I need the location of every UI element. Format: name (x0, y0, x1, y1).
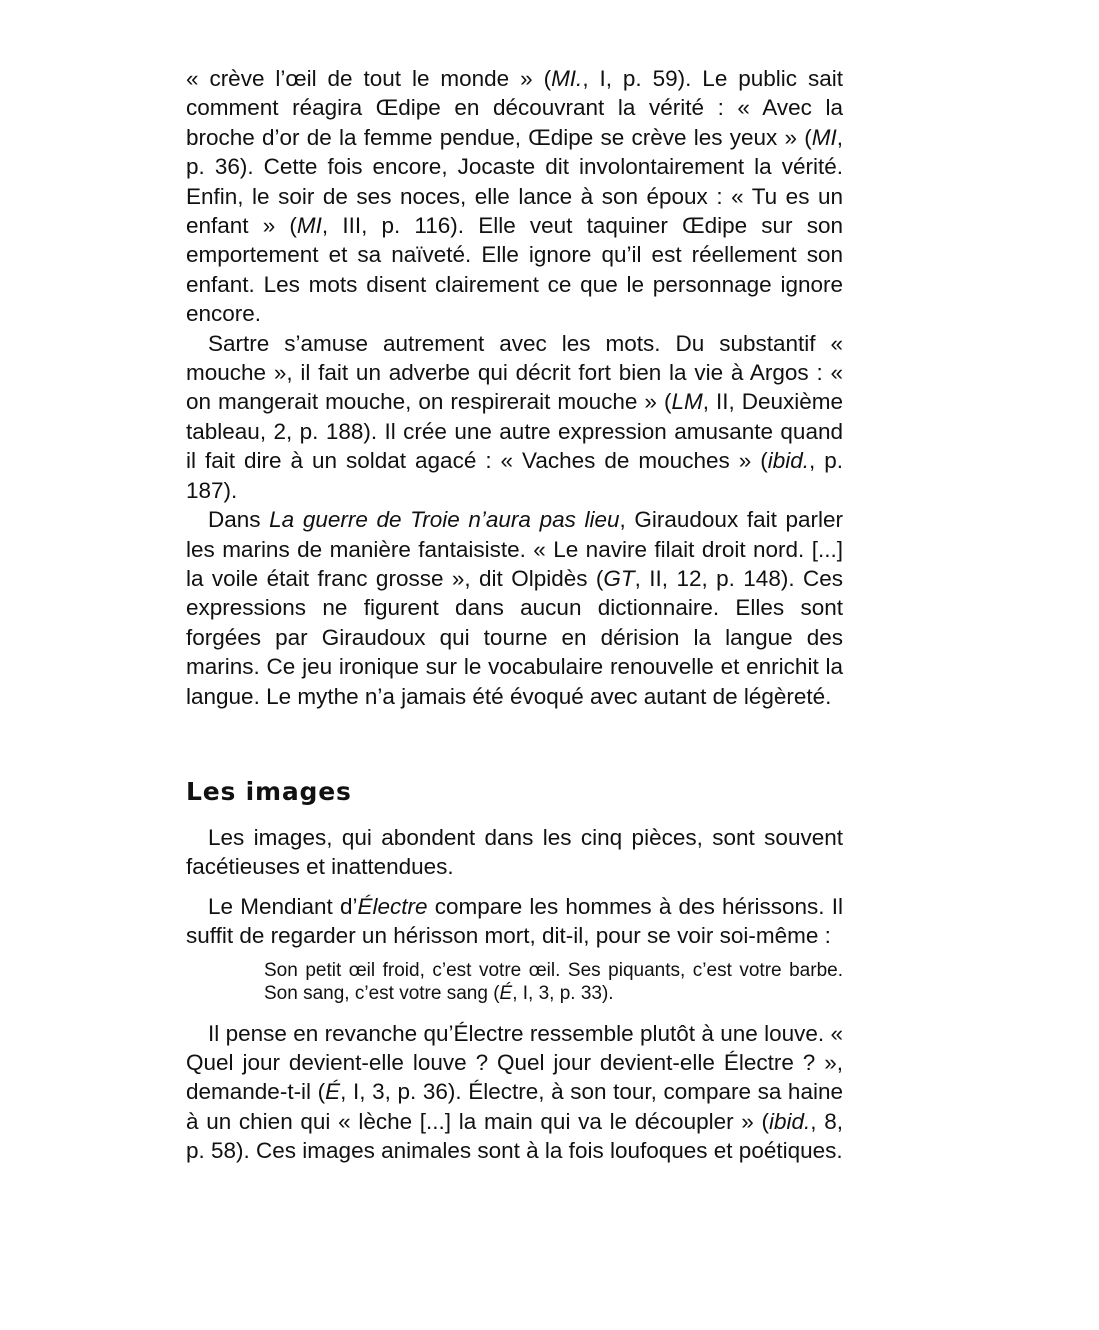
paragraph-oedipe (186, 64, 843, 329)
italic-citation: ibid. (769, 1108, 811, 1134)
italic-citation: LM (671, 389, 703, 415)
text-run: compare les hommes à des hérissons. Il suffit de regarder un hérisson mort, dit-il, pour se voir soi-même : (186, 893, 843, 949)
text-run: , III, p. 116). Elle veut taquiner Œdipe sur son emportement et sa naïveté. Elle ignore qu’il est réellement son enfant. Les mots disent clairement ce que le personnage ignore encore. (186, 213, 843, 327)
italic-citation: ibid. (767, 448, 809, 474)
paragraph-giraudoux (186, 505, 843, 711)
italic-citation: É (325, 1079, 341, 1105)
text-run: , I, 3, p. 36). Électre, à son tour, compare sa haine à un chien qui « lèche [...] la main qui va le découpler » ( (186, 1079, 843, 1134)
block-quote-herisson (264, 959, 843, 1005)
text-run: , II, Deuxième tableau, 2, p. 188). Il crée une autre expression amusante quand il fait dire à un soldat agacé : « Vaches de mouches » ( (186, 389, 843, 474)
text-run: Son petit œil froid, c’est votre œil. Ses piquants, c’est votre barbe. Son sang, c’est votre sang ( (264, 959, 843, 1004)
italic-citation: É (499, 982, 513, 1004)
text-run: Il pense en revanche qu’Électre ressemble plutôt à une louve. « Quel jour devient-elle louve ? Quel jour devient-elle Électre ? », demande-t-il ( (186, 1020, 843, 1105)
italic-citation: MI (811, 124, 837, 150)
italic-citation: MI (296, 213, 322, 239)
italic-citation: Électre (357, 893, 428, 919)
paragraph-louve (186, 1019, 843, 1166)
text-run: Dans (208, 507, 270, 533)
text-run: , p. 187). (186, 448, 843, 503)
text-run: , I, p. 59). Le public sait comment réagira Œdipe en découvrant la vérité : « Avec la broche d’or de la femme pendue, Œdipe se crève les yeux » ( (186, 66, 843, 150)
text-run: , 8, p. 58). Ces images animales sont à la fois loufoques et poétiques. (186, 1108, 843, 1164)
italic-citation: La guerre de Troie n’aura pas lieu (269, 507, 620, 533)
section-spacer (186, 711, 843, 777)
text-run: , II, 12, p. 148). Ces expressions ne figurent dans aucun dictionnaire. Elles sont forgées par Giraudoux qui tourne en dérision la langue des marins. Ce jeu ironique sur le vocabulaire renouvelle et enrichit la langue. Le mythe n’a jamais été évoqué avec autant de légèreté. (186, 565, 843, 709)
text-run: « crève l’œil de tout le monde » ( (186, 66, 552, 91)
quote-spacer-before (186, 951, 843, 959)
paragraph-images-intro (186, 823, 843, 882)
italic-citation: MI. (551, 66, 583, 91)
italic-citation: GT (603, 565, 635, 591)
paragraph-sartre (186, 329, 843, 505)
section-heading: Les images (186, 776, 352, 806)
text-run: Les images, qui abondent dans les cinq pièces, sont souvent facétieuses et inattendues. (186, 824, 843, 880)
text-run: , I, 3, p. 33). (512, 982, 614, 1004)
text-run: Sartre s’amuse autrement avec les mots. Du substantif « mouche », il fait un adverbe qui décrit fort bien la vie à Argos : « on mangerait mouche, on respirerait mouche » ( (186, 330, 843, 415)
text-run: Le Mendiant d’ (208, 893, 358, 919)
paragraph-spacer (186, 882, 843, 892)
text-run: , Giraudoux fait parler les marins de manière fantaisiste. « Le navire filait droit nord. [...] la voile était franc grosse », dit Olpidès ( (186, 507, 843, 591)
quote-spacer-after (186, 1005, 843, 1019)
paragraph-mendiant (186, 892, 843, 951)
document-page (186, 64, 843, 1166)
text-run: , p. 36). Cette fois encore, Jocaste dit involontairement la vérité. Enfin, le soir de ses noces, elle lance à son époux : « Tu es un enfant » ( (186, 124, 843, 239)
